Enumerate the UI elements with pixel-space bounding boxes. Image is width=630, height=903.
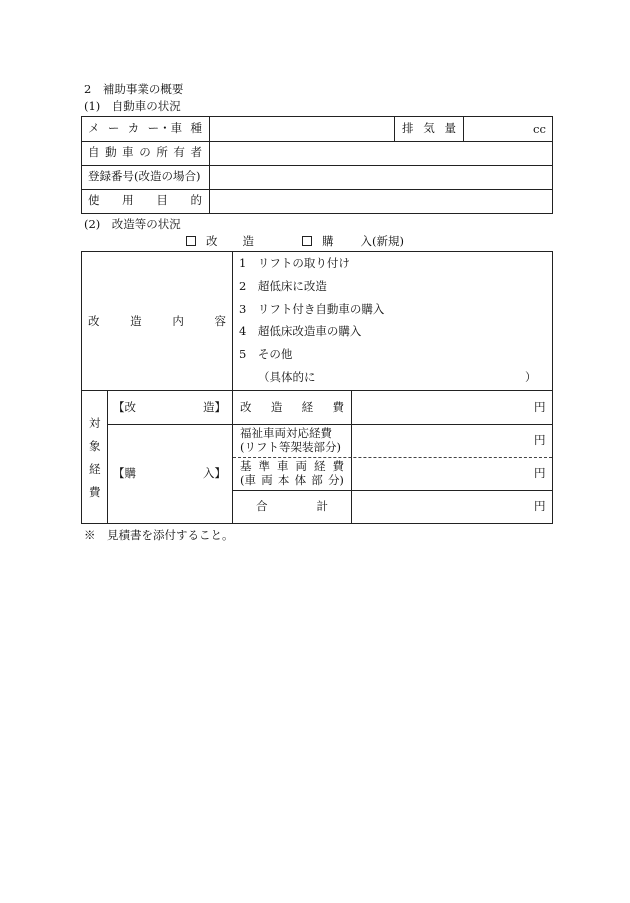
detail-close: ） bbox=[525, 370, 537, 384]
detail-open: （具体的に bbox=[258, 370, 316, 384]
modify-bracket-label: 【改 造】 bbox=[113, 400, 226, 414]
purpose-label: 使 用 目 的 bbox=[88, 193, 202, 207]
cost-label: 対 象 経 費 bbox=[89, 416, 101, 499]
base-cost-yen: 円 bbox=[534, 466, 546, 480]
exhaust-unit: cc bbox=[533, 122, 546, 136]
total-label: 合 計 bbox=[256, 499, 328, 513]
welfare-cost-yen: 円 bbox=[534, 433, 546, 447]
owner-label: 自 動 車 の 所 有 者 bbox=[88, 145, 202, 159]
section1-title: (1) 自動車の状況 bbox=[84, 99, 181, 113]
modify-cost-label: 改 造 経 費 bbox=[240, 400, 344, 414]
checkbox-icon[interactable] bbox=[302, 236, 312, 246]
list-item-3[interactable]: 3 リフト付き自動車の購入 bbox=[239, 302, 385, 316]
list-item-4[interactable]: 4 超低床改造車の購入 bbox=[239, 324, 362, 338]
modify-cost-yen: 円 bbox=[534, 400, 546, 414]
option-purchase-new: (新規) bbox=[372, 234, 404, 248]
registration-label: 登録番号(改造の場合) bbox=[88, 169, 201, 183]
welfare-cost-label-1: 福祉車両対応経費 bbox=[240, 426, 332, 440]
purchase-bracket-label: 【購 入】 bbox=[113, 466, 226, 480]
total-yen: 円 bbox=[534, 499, 546, 513]
list-item-5[interactable]: 5 その他 bbox=[239, 347, 293, 361]
maker-model-label: メ ー カ ー・車 種 bbox=[88, 121, 202, 135]
base-cost-label-2: (車 両 本 体 部 分) bbox=[240, 473, 344, 487]
list-item-2[interactable]: 2 超低床に改造 bbox=[239, 279, 327, 293]
list-item-1[interactable]: 1 リフトの取り付け bbox=[239, 256, 350, 270]
checkbox-icon[interactable] bbox=[186, 236, 196, 246]
content-label: 改 造 内 容 bbox=[88, 314, 226, 328]
welfare-cost-label-2: (リフト等架装部分) bbox=[240, 440, 341, 454]
option-purchase-label: 購 入 bbox=[322, 234, 372, 248]
section-heading: 2 補助事業の概要 bbox=[84, 82, 184, 96]
footnote: ※ 見積書を添付すること。 bbox=[84, 528, 234, 542]
exhaust-label: 排 気 量 bbox=[402, 121, 456, 135]
option-modify-label: 改 造 bbox=[206, 234, 254, 248]
base-cost-label-1: 基 準 車 両 経 費 bbox=[240, 459, 344, 473]
detail-value[interactable] bbox=[332, 372, 517, 384]
option-modify[interactable] bbox=[186, 236, 206, 248]
option-purchase[interactable] bbox=[302, 236, 322, 248]
section2-title: (2) 改造等の状況 bbox=[84, 217, 181, 231]
